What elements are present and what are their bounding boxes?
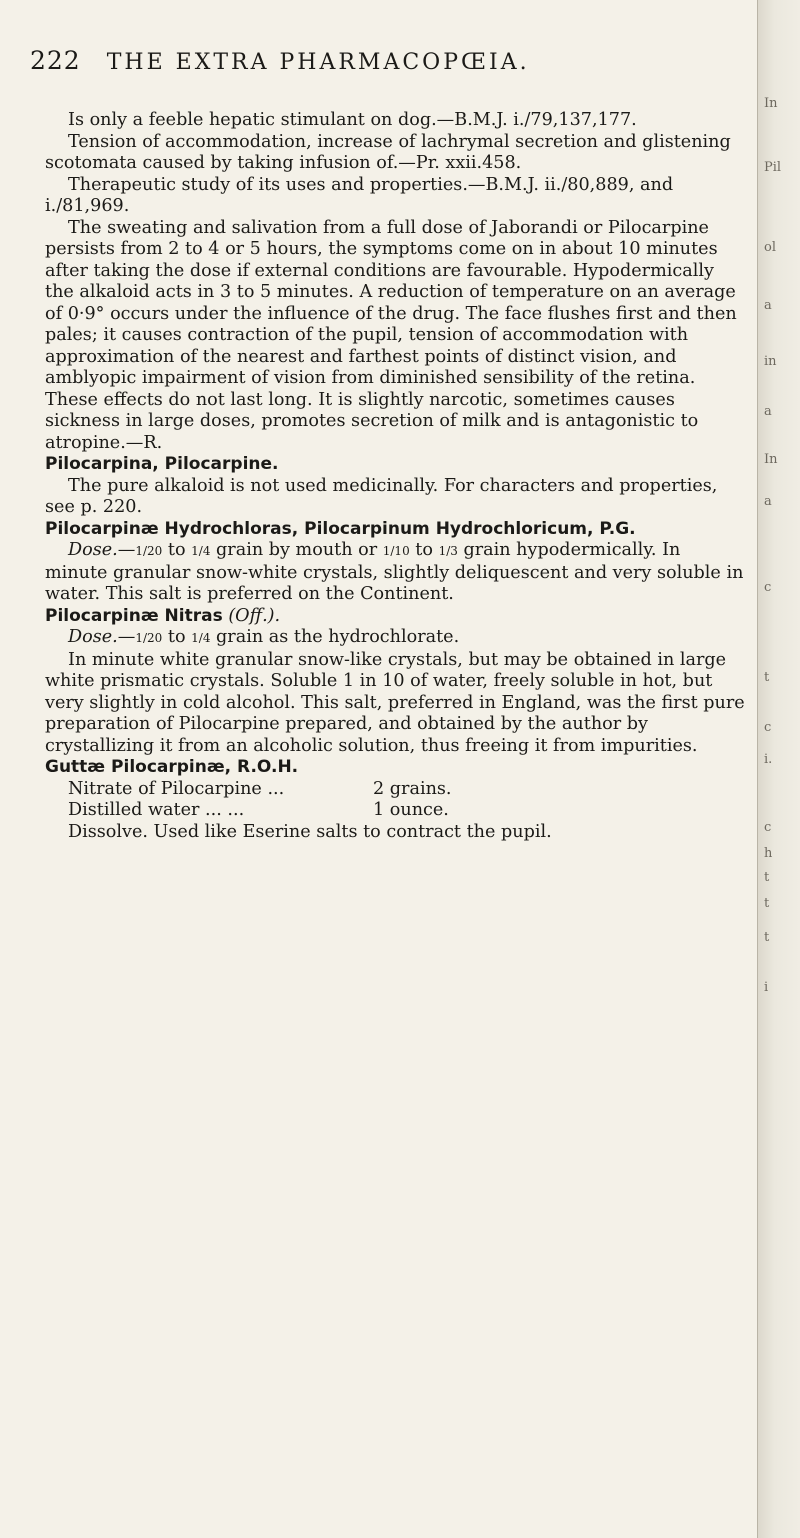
section-heading-pilocarpina: Pilocarpina, Pilocarpine. [45, 454, 279, 474]
ingredient-name [68, 800, 373, 822]
section-heading-hydrochloras: Pilocarpinæ Hydrochloras, Pilocarpinum Hydrochloricum, P.G. [45, 518, 636, 539]
dose-text: grain by mouth or [210, 540, 383, 560]
margin-fragment: c [764, 820, 772, 835]
margin-fragment: a [764, 494, 772, 509]
margin-fragment: c [764, 580, 772, 595]
ingredient-quantity: 1 ounce. [373, 800, 449, 820]
dose-fraction: 1/4 [191, 544, 211, 558]
body-paragraph: The pure alkaloid is not used medicinally. For characters and properties, see p. 220. [45, 475, 718, 517]
ingredient-quantity: 2 grains. [373, 778, 452, 799]
dose-fraction: 1/20 [135, 544, 163, 558]
ingredient-name [68, 779, 373, 801]
ingredient-label: Distilled water [68, 800, 200, 820]
margin-fragment: In [764, 96, 778, 111]
margin-fragment: t [764, 870, 770, 885]
heading-text: Pilocarpinæ Nitras [45, 605, 223, 626]
margin-fragment: Pil [764, 160, 782, 175]
dose-text: — [117, 627, 136, 647]
margin-fragment: i [764, 980, 769, 995]
recipe-row [45, 779, 745, 801]
section-heading-nitras [45, 606, 745, 628]
dose-label: Dose. [68, 627, 118, 647]
margin-fragment: i. [764, 752, 773, 767]
page-number: 222 [30, 46, 81, 75]
dose-text: to [162, 627, 192, 647]
ingredient-label: Nitrate of Pilocarpine [68, 778, 262, 799]
margin-fragment: ol [764, 240, 776, 255]
body-paragraph: The sweating and salivation from a full dose of Jaborandi or Pilocarpine persists from 2 to 4 or 5 hours, the symptoms come on in about 10 minutes after taking the dose if external conditions are favourable. Hypodermically the alkaloid acts in 3 to 5 minutes. A reduction of temperature on an average of 0·9° occurs under the influence of the drug. The face flushes first and then pales; it causes contraction of the pupil, tension of accommodation with approximation of the nearest and farthest points of distinct vision, and amblyopic impairment of vision from diminished sensibility of the retina. These effects do not last long. It is slightly narcotic, sometimes causes sickness in large doses, promotes secretion of milk and is antagonistic to atropine.—R. [45, 217, 737, 453]
margin-fragment: a [764, 298, 772, 313]
dose-fraction: 1/3 [438, 544, 458, 558]
leader-dots: ... ... [205, 800, 245, 820]
body-paragraph: Tension of accommodation, increase of lachrymal secretion and glistening scotomata caused by taking infusion of.—Pr. xxii.458. [45, 131, 731, 173]
dose-text: grain as the hydrochlorate. [210, 627, 460, 647]
recipe-directions: Dissolve. Used like Eserine salts to contract the pupil. [68, 821, 552, 842]
margin-fragment: t [764, 930, 770, 945]
margin-fragment: t [764, 670, 770, 685]
body-paragraph: Therapeutic study of its uses and properties.—B.M.J. ii./80,889, and i./81,969. [45, 174, 674, 216]
margin-fragment: h [764, 846, 773, 861]
description-text: In minute granular snow-white crystals, slightly deliquescent and very soluble in water. This salt is preferred on the Continent. [45, 540, 744, 604]
dose-line [45, 627, 745, 650]
dose-text: to [162, 540, 192, 560]
body-paragraph: In minute white granular snow-like crystals, but may be obtained in large white prismatic crystals. Soluble 1 in 10 of water, freely soluble in hot, but very slightly in cold alcohol. This salt, preferred in England, was the first pure preparation of Pilocarpine prepared, and obtained by the author by crystallizing it from an alcoholic solution, thus freeing it from impurities. [45, 649, 745, 756]
dose-fraction: 1/10 [382, 544, 410, 558]
running-header [30, 46, 730, 75]
margin-fragment: a [764, 404, 772, 419]
margin-fragment: In [764, 452, 778, 467]
dose-label: Dose. [68, 540, 118, 560]
dose-text: grain hypodermically. [457, 540, 657, 560]
dose-text: — [117, 540, 136, 560]
running-title: THE EXTRA PHARMACOPŒIA. [106, 50, 530, 75]
heading-abbrev: (Off.). [228, 605, 281, 626]
dose-text: to [409, 540, 439, 560]
body-paragraph: Is only a feeble hepatic stimulant on dog.—B.M.J. i./79,137,177. [68, 110, 637, 130]
margin-fragment: t [764, 896, 770, 911]
dose-line [45, 540, 745, 606]
margin-fragment: in [764, 354, 777, 369]
page-body [45, 110, 745, 843]
leader-dots: ... [267, 778, 285, 799]
dose-fraction: 1/20 [135, 631, 163, 645]
section-heading-guttae: Guttæ Pilocarpinæ, R.O.H. [45, 757, 299, 777]
margin-fragment: c [764, 720, 772, 735]
dose-fraction: 1/4 [191, 631, 211, 645]
recipe-row [45, 800, 745, 822]
adjacent-page-edge [757, 0, 800, 1538]
